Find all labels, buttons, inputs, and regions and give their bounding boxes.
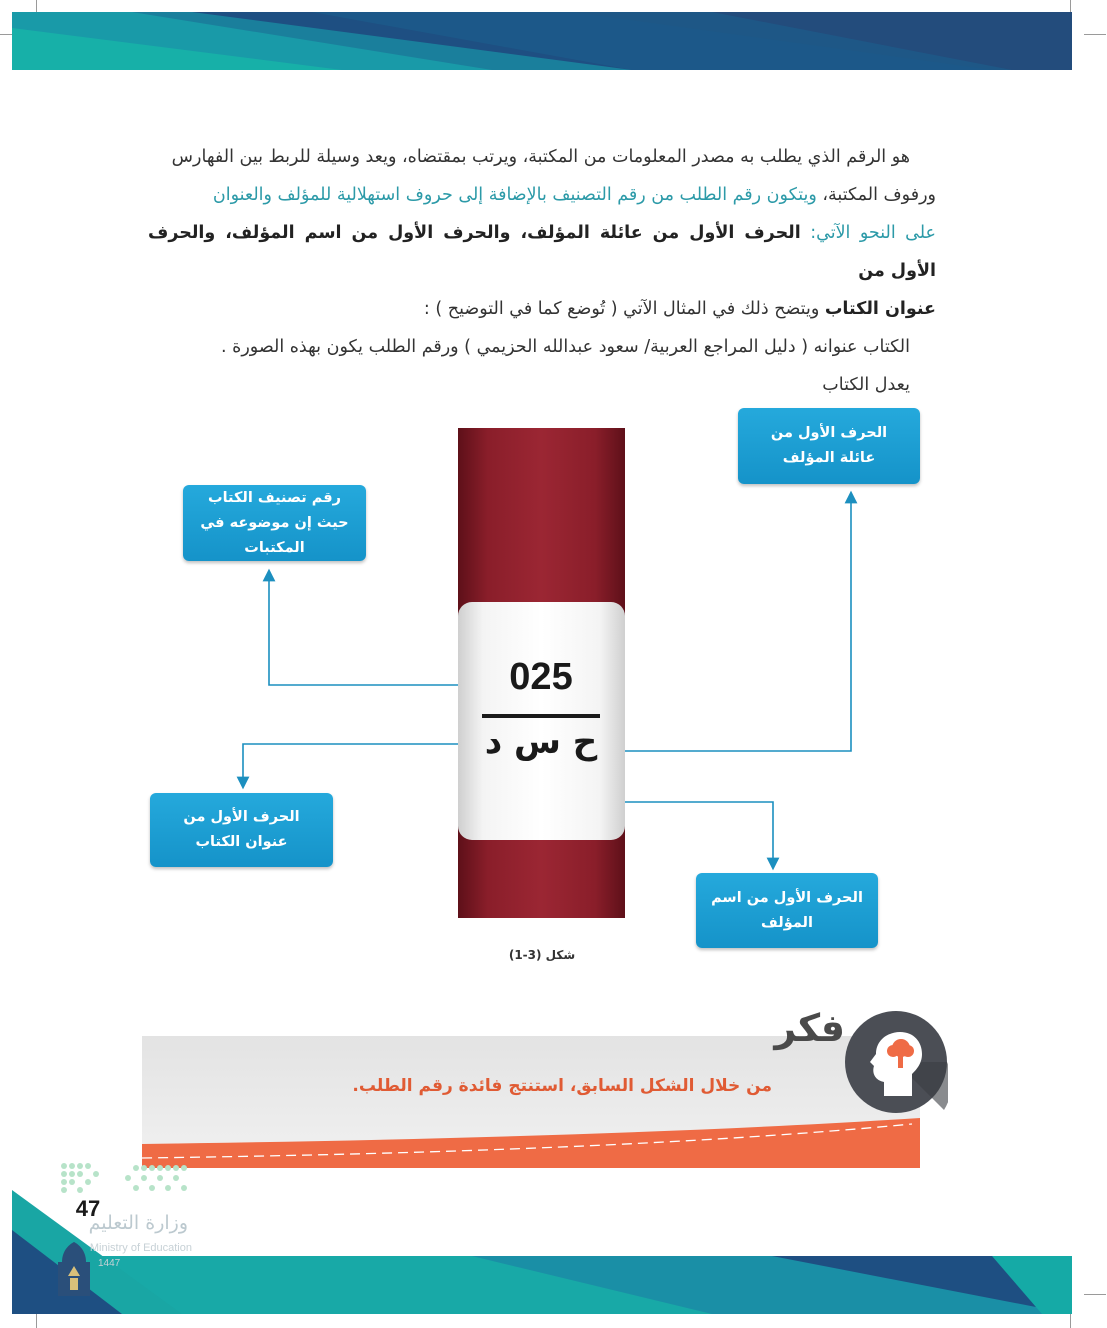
call-number-letters: ح س د — [484, 722, 598, 762]
head-brain-icon — [844, 1010, 948, 1114]
callout-label: رقم تصنيف الكتاب حيث إن موضوعه في المكتبات — [200, 489, 349, 556]
callout-label: الحرف الأول من عائلة المؤلف — [770, 425, 888, 466]
class-number: 025 — [509, 656, 573, 698]
connector-author-family — [588, 497, 851, 751]
page-number: 47 — [75, 1196, 101, 1221]
edition-year: 1447 — [98, 1258, 121, 1269]
callout-author-family — [738, 408, 920, 484]
paragraph-highlight: على النحو الآتي: — [800, 223, 936, 243]
think-panel — [142, 1036, 920, 1168]
paragraph-text: ويتضح ذلك في المثال الآتي ( تُوضع كما في التوضيح ) : — [423, 299, 825, 319]
callout-author-name — [696, 873, 878, 948]
callout-classification — [183, 485, 366, 561]
figure-caption: شكل (3-1) — [508, 948, 576, 962]
paragraph-line: الكتاب عنوانه ( دليل المراجع العربية/ سعود عبدالله الحزيمي ) ورقم الطلب يكون بهذه الصورة . — [221, 337, 910, 357]
callout-title-letter — [150, 793, 333, 867]
ministry-name-arabic: وزارة التعليم — [88, 1212, 188, 1234]
callout-label: الحرف الأول من اسم المؤلف — [711, 889, 863, 931]
paragraph-line: هو الرقم الذي يطلب به مصدر المعلومات من المكتبة، ويرتب بمقتضاه، ويعد وسيلة للربط بين الفهارس — [171, 147, 910, 167]
paragraph-line: يعدل الكتاب — [822, 375, 910, 395]
paragraph-text: ورفوف المكتبة، — [816, 185, 936, 205]
callout-label: الحرف الأول من عنوان الكتاب — [183, 809, 300, 850]
paragraph-bold: عنوان الكتاب — [824, 299, 936, 319]
think-title: فكر — [774, 1006, 845, 1050]
think-question: من خلال الشكل السابق، استنتج فائدة رقم الطلب. — [352, 1076, 772, 1096]
paragraph-highlight: ويتكون رقم الطلب من رقم التصنيف بالإضافة إلى حروف استهلالية للمؤلف والعنوان — [212, 185, 817, 205]
paragraph-bold: الحرف الأول من عائلة المؤلف، والحرف الأول من اسم المؤلف، والحرف الأول من — [148, 223, 936, 281]
call-number-divider — [482, 714, 600, 718]
ministry-name-english: Ministry of Education — [89, 1242, 192, 1254]
